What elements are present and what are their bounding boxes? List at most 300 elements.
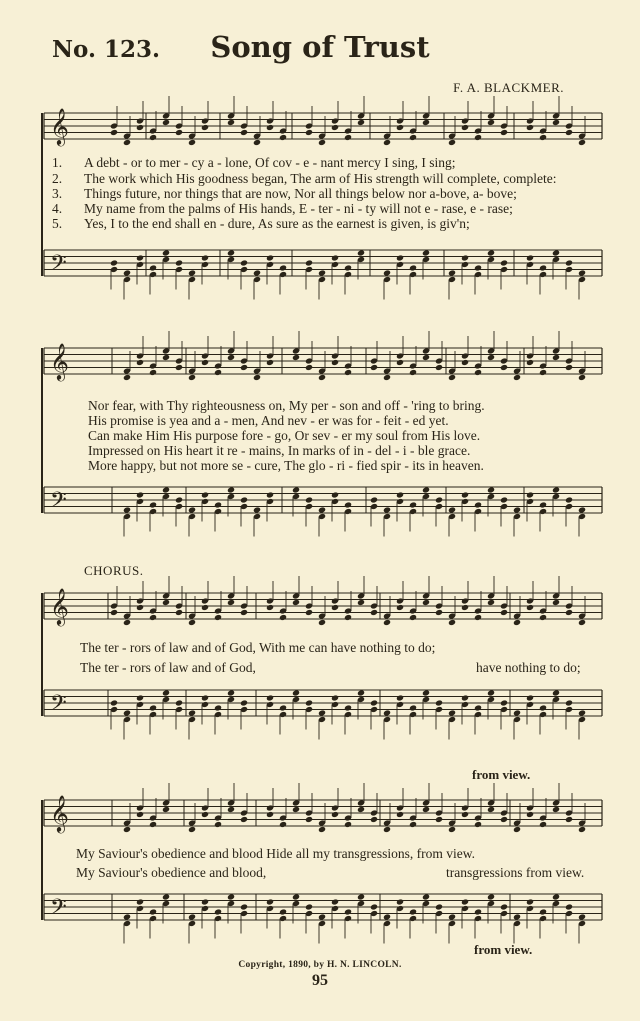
note-head (292, 893, 300, 900)
note-head (149, 614, 157, 621)
note-head (162, 893, 170, 900)
note-head (344, 264, 352, 271)
note-head (279, 908, 287, 915)
note-head (487, 689, 495, 696)
note-head (149, 264, 157, 271)
note-head (240, 609, 248, 616)
note-head (188, 139, 196, 146)
note-head (578, 709, 586, 716)
note-head (227, 119, 235, 126)
note-head (448, 139, 456, 146)
note-head (292, 689, 300, 696)
note-head (448, 506, 456, 513)
note-head (266, 124, 274, 131)
note-head (552, 893, 560, 900)
note-head (474, 264, 482, 271)
note-head (331, 491, 339, 498)
lyric-line: 5. Yes, I to the end shall en - dure, As sure as the earnest is given, is giv'n; (52, 216, 470, 231)
note-head (188, 269, 196, 276)
note-head (565, 699, 573, 706)
chorus-lyric-line: The ter - rors of law and of God, (80, 660, 256, 675)
note-head (175, 259, 183, 266)
treble-clef-icon: 𝄞 (50, 342, 69, 380)
note-head (292, 354, 300, 361)
note-head (227, 806, 235, 813)
note-head (188, 506, 196, 513)
chorus-lyric-line: My Saviour's obedience and blood Hide all my transgressions, from view. (76, 846, 475, 861)
note-head (422, 119, 430, 126)
note-head (136, 124, 144, 131)
note-head (578, 826, 586, 833)
note-head (513, 374, 521, 381)
note-head (318, 709, 326, 716)
note-head (344, 908, 352, 915)
note-head (344, 821, 352, 828)
note-head (552, 689, 560, 696)
note-head (435, 903, 443, 910)
hymn-number: No. 123. (52, 36, 160, 63)
note-head (500, 496, 508, 503)
note-head (461, 359, 469, 366)
note-head (305, 129, 313, 136)
note-head (214, 501, 222, 508)
note-head (357, 119, 365, 126)
note-head (461, 124, 469, 131)
chorus-lyric-line: have nothing to do; (476, 660, 581, 675)
note-head (383, 506, 391, 513)
note-head (474, 614, 482, 621)
note-head (487, 486, 495, 493)
note-head (331, 604, 339, 611)
note-head (266, 898, 274, 905)
note-head (396, 604, 404, 611)
note-head (305, 364, 313, 371)
note-head (500, 259, 508, 266)
bass-clef-icon: 𝄢 (50, 251, 67, 281)
note-head (513, 619, 521, 626)
note-head (526, 254, 534, 261)
note-head (201, 694, 209, 701)
note-head (331, 898, 339, 905)
note-head (253, 269, 261, 276)
note-head (565, 609, 573, 616)
hymn-title: Song of Trust (210, 30, 430, 64)
note-head (253, 139, 261, 146)
note-head (383, 139, 391, 146)
note-head (305, 259, 313, 266)
note-head (565, 129, 573, 136)
note-head (305, 699, 313, 706)
note-head (526, 811, 534, 818)
note-head (396, 491, 404, 498)
note-head (422, 354, 430, 361)
note-head (266, 811, 274, 818)
note-head (448, 826, 456, 833)
note-head (500, 903, 508, 910)
note-head (240, 364, 248, 371)
note-head (396, 254, 404, 261)
note-head (396, 359, 404, 366)
treble-clef-icon: 𝄞 (50, 587, 69, 625)
note-head (136, 491, 144, 498)
note-head (214, 369, 222, 376)
cue-text: from view. (474, 942, 533, 957)
note-head (383, 619, 391, 626)
note-head (240, 903, 248, 910)
lyric-line: 3. Things future, nor things that are now, Nor all things below nor a-bove, a- bove; (52, 186, 517, 201)
note-head (149, 134, 157, 141)
note-head (448, 709, 456, 716)
note-head (487, 249, 495, 256)
note-head (383, 269, 391, 276)
note-head (318, 913, 326, 920)
note-head (422, 599, 430, 606)
note-head (149, 501, 157, 508)
note-head (188, 619, 196, 626)
lyric-line: 1. A debt - or to mer - cy a - lone, Of cov - e - nant mercy I sing, I sing; (52, 155, 456, 170)
note-head (136, 898, 144, 905)
note-head (292, 599, 300, 606)
note-head (539, 614, 547, 621)
note-head (188, 709, 196, 716)
note-head (175, 609, 183, 616)
lyric-line: His promise is yea and a - men, And nev - er was for - feit - ed yet. (88, 413, 449, 428)
note-head (201, 811, 209, 818)
note-head (578, 269, 586, 276)
note-head (292, 486, 300, 493)
note-head (461, 898, 469, 905)
note-head (396, 124, 404, 131)
note-head (305, 496, 313, 503)
note-head (383, 374, 391, 381)
note-head (227, 599, 235, 606)
note-head (487, 354, 495, 361)
note-head (266, 359, 274, 366)
note-head (344, 614, 352, 621)
note-head (370, 699, 378, 706)
note-head (422, 806, 430, 813)
chorus-lyric-line: The ter - rors of law and of God, With me can have nothing to do; (80, 640, 436, 655)
note-head (409, 134, 417, 141)
note-head (318, 506, 326, 513)
note-head (253, 506, 261, 513)
note-head (448, 374, 456, 381)
chorus-lyric-line: My Saviour's obedience and blood, (76, 865, 267, 880)
note-head (240, 129, 248, 136)
bass-clef-icon: 𝄢 (50, 488, 67, 518)
note-head (565, 816, 573, 823)
note-head (331, 254, 339, 261)
note-head (578, 374, 586, 381)
note-head (422, 893, 430, 900)
note-head (318, 139, 326, 146)
note-head (357, 689, 365, 696)
note-head (500, 699, 508, 706)
note-head (448, 619, 456, 626)
note-head (318, 269, 326, 276)
note-head (539, 369, 547, 376)
note-head (253, 374, 261, 381)
note-head (214, 704, 222, 711)
lyric-line: Impressed on His heart it re - mains, In marks of in - del - i - ble grace. (88, 443, 471, 458)
note-head (487, 893, 495, 900)
note-head (318, 619, 326, 626)
note-head (123, 619, 131, 626)
note-head (526, 604, 534, 611)
note-head (162, 689, 170, 696)
note-head (149, 704, 157, 711)
note-head (500, 364, 508, 371)
note-head (175, 496, 183, 503)
note-head (279, 264, 287, 271)
note-head (474, 369, 482, 376)
note-head (110, 609, 118, 616)
note-head (123, 269, 131, 276)
note-head (552, 806, 560, 813)
lyric-line: 4. My name from the palms of His hands, E - ter - ni - ty will not e - rase, e - rase; (52, 201, 513, 216)
note-head (435, 816, 443, 823)
chorus-lyric-line: transgressions from view. (446, 865, 585, 880)
note-head (526, 491, 534, 498)
note-head (214, 908, 222, 915)
note-head (578, 506, 586, 513)
note-head (305, 609, 313, 616)
note-head (435, 496, 443, 503)
note-head (344, 369, 352, 376)
note-head (552, 486, 560, 493)
note-head (370, 609, 378, 616)
note-head (357, 249, 365, 256)
note-head (513, 826, 521, 833)
note-head (461, 604, 469, 611)
note-head (201, 491, 209, 498)
note-head (526, 359, 534, 366)
note-head (422, 689, 430, 696)
note-head (487, 119, 495, 126)
note-head (474, 821, 482, 828)
note-head (526, 898, 534, 905)
note-head (292, 806, 300, 813)
note-head (513, 709, 521, 716)
note-head (201, 359, 209, 366)
note-head (279, 614, 287, 621)
note-head (383, 826, 391, 833)
note-head (409, 264, 417, 271)
note-head (305, 816, 313, 823)
note-head (474, 908, 482, 915)
note-head (448, 913, 456, 920)
note-head (149, 908, 157, 915)
note-head (370, 496, 378, 503)
treble-clef-icon: 𝄞 (50, 794, 69, 832)
note-head (240, 816, 248, 823)
note-head (279, 134, 287, 141)
note-head (279, 821, 287, 828)
note-head (526, 124, 534, 131)
composer-credit: F. A. BLACKMER. (453, 80, 564, 95)
note-head (266, 254, 274, 261)
note-head (188, 374, 196, 381)
note-head (396, 811, 404, 818)
note-head (162, 486, 170, 493)
note-head (136, 811, 144, 818)
lyric-line: More happy, but not more se - cure, The glo - ri - fied spir - its in heaven. (88, 458, 484, 473)
note-head (474, 704, 482, 711)
note-head (188, 826, 196, 833)
note-head (422, 249, 430, 256)
note-head (422, 486, 430, 493)
note-head (474, 134, 482, 141)
note-head (201, 604, 209, 611)
cue-text: from view. (472, 767, 531, 782)
note-head (227, 486, 235, 493)
lyric-line: Nor fear, with Thy righteousness on, My per - son and off - 'ring to bring. (88, 398, 485, 413)
note-head (578, 139, 586, 146)
note-head (565, 364, 573, 371)
note-head (227, 249, 235, 256)
note-head (110, 699, 118, 706)
note-head (539, 134, 547, 141)
note-head (136, 254, 144, 261)
note-head (370, 816, 378, 823)
note-head (383, 709, 391, 716)
note-head (513, 506, 521, 513)
note-head (539, 821, 547, 828)
note-head (331, 359, 339, 366)
note-head (357, 893, 365, 900)
note-head (578, 913, 586, 920)
note-head (565, 259, 573, 266)
note-head (539, 264, 547, 271)
note-head (162, 806, 170, 813)
note-head (266, 604, 274, 611)
note-head (513, 913, 521, 920)
lyric-line: 2. The work which His goodness began, The arm of His strength will complete, complete: (52, 171, 557, 186)
note-head (461, 491, 469, 498)
note-head (214, 614, 222, 621)
note-head (357, 599, 365, 606)
note-head (227, 354, 235, 361)
note-head (136, 694, 144, 701)
note-head (201, 898, 209, 905)
bass-clef-icon: 𝄢 (50, 895, 67, 925)
note-head (552, 354, 560, 361)
note-head (240, 259, 248, 266)
treble-clef-icon: 𝄞 (50, 107, 69, 145)
note-head (539, 908, 547, 915)
note-head (318, 374, 326, 381)
note-head (266, 491, 274, 498)
note-head (240, 699, 248, 706)
note-head (474, 501, 482, 508)
note-head (448, 269, 456, 276)
note-head (227, 689, 235, 696)
note-head (162, 119, 170, 126)
note-head (344, 501, 352, 508)
note-head (201, 124, 209, 131)
note-head (383, 913, 391, 920)
note-head (578, 619, 586, 626)
note-head (214, 821, 222, 828)
lyric-line: Can make Him His purpose fore - go, Or sev - er my soul from His love. (88, 428, 481, 443)
note-head (344, 704, 352, 711)
note-head (266, 694, 274, 701)
note-head (526, 694, 534, 701)
note-head (162, 599, 170, 606)
note-head (500, 609, 508, 616)
note-head (305, 903, 313, 910)
note-head (175, 129, 183, 136)
note-head (123, 826, 131, 833)
note-head (188, 913, 196, 920)
note-head (175, 364, 183, 371)
note-head (409, 369, 417, 376)
copyright-notice: Copyright, 1890, by H. N. LINCOLN. (238, 960, 402, 970)
chorus-label: CHORUS. (84, 563, 144, 578)
note-head (331, 811, 339, 818)
note-head (552, 119, 560, 126)
note-head (435, 609, 443, 616)
note-head (123, 913, 131, 920)
note-head (539, 501, 547, 508)
note-head (539, 704, 547, 711)
note-head (552, 599, 560, 606)
note-head (123, 506, 131, 513)
note-head (227, 893, 235, 900)
note-head (396, 694, 404, 701)
note-head (435, 699, 443, 706)
note-head (461, 254, 469, 261)
note-head (552, 249, 560, 256)
note-head (461, 811, 469, 818)
note-head (396, 898, 404, 905)
note-head (318, 826, 326, 833)
note-head (136, 359, 144, 366)
note-head (500, 816, 508, 823)
note-head (123, 709, 131, 716)
note-head (110, 129, 118, 136)
note-head (149, 821, 157, 828)
note-head (162, 354, 170, 361)
note-head (461, 694, 469, 701)
note-head (344, 134, 352, 141)
note-head (123, 139, 131, 146)
note-head (370, 903, 378, 910)
note-head (370, 364, 378, 371)
note-head (123, 374, 131, 381)
note-head (162, 249, 170, 256)
note-head (409, 501, 417, 508)
note-head (149, 369, 157, 376)
note-head (565, 496, 573, 503)
note-head (409, 704, 417, 711)
note-head (409, 908, 417, 915)
note-head (240, 496, 248, 503)
note-head (487, 806, 495, 813)
note-head (487, 599, 495, 606)
note-head (279, 704, 287, 711)
note-head (331, 124, 339, 131)
note-head (357, 806, 365, 813)
note-head (565, 903, 573, 910)
note-head (136, 604, 144, 611)
note-head (331, 694, 339, 701)
note-head (110, 259, 118, 266)
bass-clef-icon: 𝄢 (50, 691, 67, 721)
note-head (409, 821, 417, 828)
page-number: 95 (312, 972, 328, 989)
note-head (500, 129, 508, 136)
